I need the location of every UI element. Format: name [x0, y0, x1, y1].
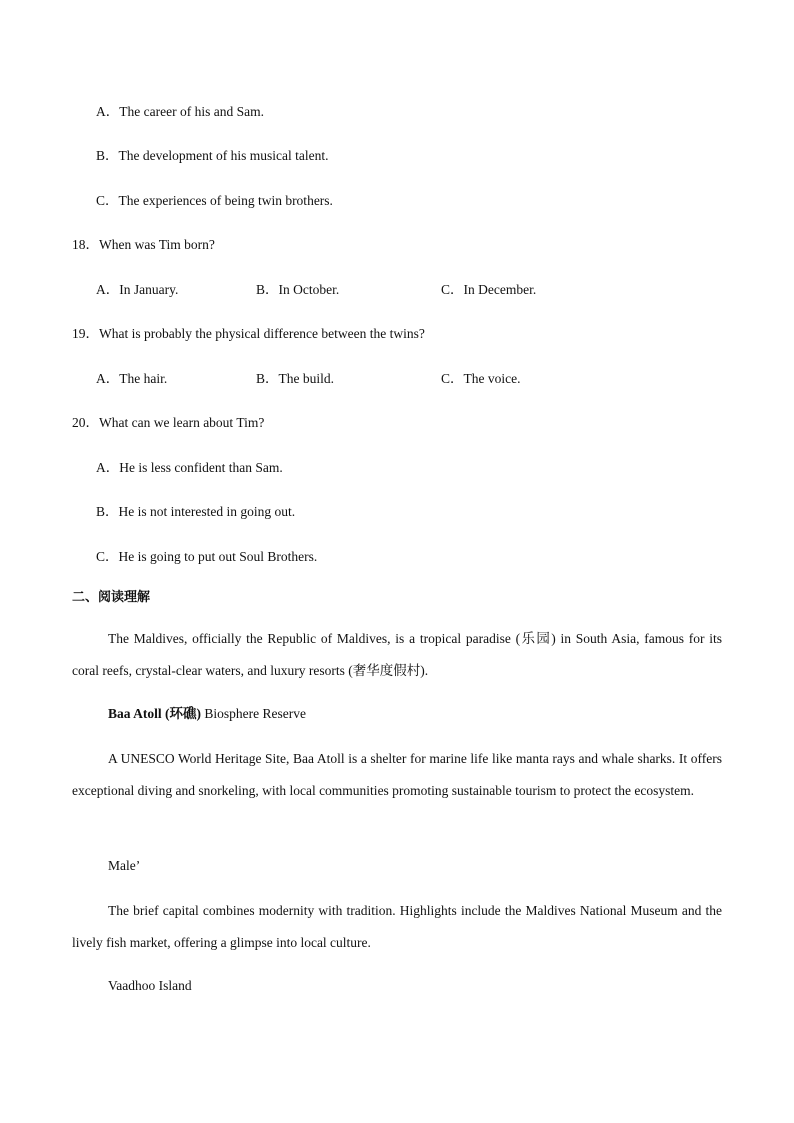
baa-atoll-title-rest: Biosphere Reserve: [201, 706, 306, 721]
q20-option-c: C．He is going to put out Soul Brothers.: [96, 549, 318, 564]
q18-question: 18．When was Tim born?: [72, 237, 215, 252]
vaadhoo-title: Vaadhoo Island: [108, 978, 192, 993]
male-title: Male’: [108, 858, 141, 873]
baa-atoll-title-bold: Baa Atoll (环礁): [108, 706, 201, 721]
q17-option-a: A．The career of his and Sam.: [96, 104, 264, 119]
q19-option-b: B．The build.: [256, 371, 334, 386]
q19-question: 19．What is probably the physical difference between the twins?: [72, 326, 425, 341]
q17-option-b: B．The development of his musical talent.: [96, 148, 329, 163]
intro-paragraph: The Maldives, officially the Republic of Maldives, is a tropical paradise (乐园) in South Asia, famous for its coral reefs, crystal-clear waters, and luxury resorts (奢华度假村).: [72, 631, 722, 678]
q18-option-b: B．In October.: [256, 282, 340, 297]
q19-option-c: C．The voice.: [441, 371, 521, 386]
male-paragraph: The brief capital combines modernity with tradition. Highlights include the Maldives National Museum and the lively fish market, offering a glimpse into local culture.: [72, 903, 722, 950]
section-heading-reading: 二、阅读理解: [72, 590, 151, 605]
q20-option-b: B．He is not interested in going out.: [96, 504, 296, 519]
q19-option-a: A．The hair.: [96, 371, 168, 386]
q20-option-a: A．He is less confident than Sam.: [96, 460, 283, 475]
q17-option-c: C．The experiences of being twin brothers.: [96, 193, 333, 208]
baa-atoll-title: [108, 707, 306, 721]
baa-atoll-paragraph: A UNESCO World Heritage Site, Baa Atoll is a shelter for marine life like manta rays and whale sharks. It offers exceptional diving and snorkeling, with local communities promoting sustainable tourism to protect the ecosystem.: [72, 751, 722, 798]
q18-option-a: A．In January.: [96, 282, 179, 297]
q20-question: 20．What can we learn about Tim?: [72, 415, 265, 430]
q18-option-c: C．In December.: [441, 282, 537, 297]
